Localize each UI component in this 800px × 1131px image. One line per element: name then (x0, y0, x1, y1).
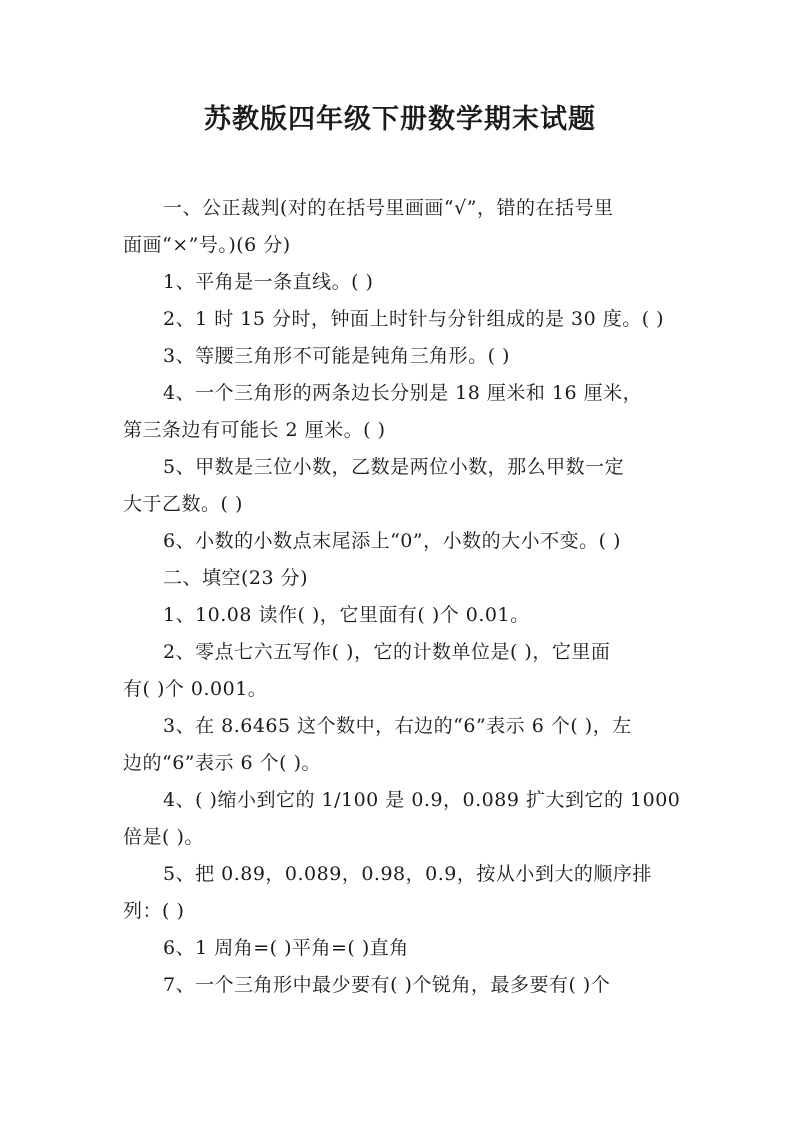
line: 3、等腰三角形不可能是钝角三角形。( ) (163, 345, 510, 367)
fill-section-heading (123, 560, 683, 597)
line: 一、公正裁判(对的在括号里画画“√”，错的在括号里 (163, 197, 614, 219)
fill-question-7 (123, 967, 683, 1004)
document-title: 苏教版四年级下册数学期末试题 (204, 104, 596, 135)
document-body (123, 190, 683, 1004)
judge-question-3 (123, 338, 683, 375)
line: 7、一个三角形中最少要有( )个锐角，最多要有( )个 (163, 974, 611, 996)
line-continuation: 列：( ) (123, 900, 185, 922)
judge-section-heading (123, 190, 683, 264)
line: 4、( )缩小到它的 1/100 是 0.9，0.089 扩大到它的 1000 (163, 789, 681, 811)
line: 2、零点七六五写作( )，它的计数单位是( )，它里面 (163, 641, 611, 663)
line-continuation: 第三条边有可能长 2 厘米。( ) (123, 419, 386, 441)
line: 6、小数的小数点末尾添上“0”，小数的大小不变。( ) (163, 530, 621, 552)
fill-question-2 (123, 634, 683, 708)
line-continuation: 边的“6”表示 6 个( )。 (123, 752, 322, 774)
fill-question-5 (123, 856, 683, 930)
line: 1、平角是一条直线。( ) (163, 271, 374, 293)
line: 1、10.08 读作( )，它里面有( )个 0.01。 (163, 604, 530, 626)
fill-question-4 (123, 782, 683, 856)
line: 3、在 8.6465 这个数中，右边的“6”表示 6 个( )，左 (163, 715, 632, 737)
judge-question-4 (123, 375, 683, 449)
line-continuation: 倍是( )。 (123, 826, 204, 848)
line-continuation: 大于乙数。( ) (123, 493, 243, 515)
line-continuation: 面画“×”号。)(6 分) (123, 234, 291, 256)
line: 5、把 0.89，0.089，0.98，0.9，按从小到大的顺序排 (163, 863, 652, 885)
fill-question-6 (123, 930, 683, 967)
line: 6、1 周角=( )平角=( )直角 (163, 937, 409, 959)
judge-question-6 (123, 523, 683, 560)
line: 2、1 时 15 分时，钟面上时针与分针组成的是 30 度。( ) (163, 308, 665, 330)
line: 二、填空(23 分) (163, 567, 309, 589)
line-continuation: 有( )个 0.001。 (123, 678, 268, 700)
fill-question-3 (123, 708, 683, 782)
line: 5、甲数是三位小数，乙数是两位小数，那么甲数一定 (163, 456, 625, 478)
judge-question-1 (123, 264, 683, 301)
line: 4、一个三角形的两条边长分别是 18 厘米和 16 厘米， (163, 382, 643, 404)
judge-question-2 (123, 301, 683, 338)
fill-question-1 (123, 597, 683, 634)
judge-question-5 (123, 449, 683, 523)
